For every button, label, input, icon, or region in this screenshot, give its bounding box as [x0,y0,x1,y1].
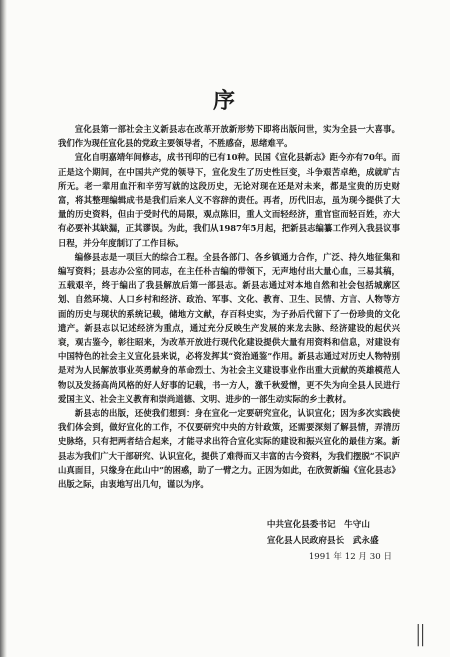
paragraph: 新县志的出版，还使我们想到：身在宣化一定要研究宣化，认识宣化；因为多次实践使我们体会到，做好宣化的工作，不仅要研究中央的方针政策，还需要深刻了解县情，弄清历史脉络，只有把两者结合起来，才能寻求出符合宣化实际的建设和振兴宣化的最佳方案。新县志为我们广大干部研究、认识宣化，提供了难得而又丰富的古今资料，为我们摆脱“不识庐山真面目，只缘身在此山中”的困惑，助了一臂之力。正因为如此，在欣贺新编《宣化县志》出版之际，由衷地写出几句，谨以为序。 [58,408,400,490]
page-title: 序 [212,88,237,114]
signature-party-secretary: 中共宣化县委书记 牛守山 [266,520,370,530]
paragraph: 宣化县第一部社会主义新县志在改革开放新形势下即将出版问世，实为全县一大喜事。我们作为现任宣化县的党政主要领导者，不胜感奋，思绪难平。 [58,124,400,149]
signature-county-head: 宣化县人民政府县长 武永盛 [266,536,379,546]
signature-date: 1991 年 12 月 30 日 [308,552,392,562]
preface-body [58,122,400,491]
handwritten-mark: || [415,622,425,647]
signature-block [267,517,392,565]
paragraph: 编修县志是一项巨大的综合工程。全县各部门、各乡镇通力合作，广泛、持久地征集和编写资料；县志办公室的同志，在主任朴吉编的带领下，无声地付出大量心血，三易其稿，五载艰辛，终于编出了我县解放后第一部县志。新县志通过对本地自然和社会包括城廓区划、自然环境、人口乡村和经济、政治、军事、文化、教育、卫生、民情、方言、人物等方面的历史与现状的系统记载，储地方文献，存百科史实，为子孙后代留下了一份珍贵的文化遗产。新县志以记述经济为重点，通过充分反映生产发展的来龙去脉、经济建设的起伏兴衰，观古鉴今，彰往昭来，为改革开放进行现代化建设提供大量有用资料和信息，对建设有中国特色的社会主义宣化县来说，必将发挥其“资治通鉴”作用。新县志通过对历史人物特别是对为人民解放事业英勇献身的革命烈士、为社会主义建设事业作出重大贡献的英雄模范人物以及发扬高尚风格的好人好事的记载，书一方人，激千秋爱憎，更不失为向全县人民进行爱国主义、社会主义教育和崇尚道德、文明、进步的一部生动实际的乡土教材。 [58,251,400,404]
paragraph: 宣化自明嘉靖年间修志，成书刊印的已有10种。民国《宣化县新志》距今亦有70年。而正是这个期间，在中国共产党的领导下，宣化发生了历史性巨变，斗争艰苦卓绝，成就旷古所无。老一辈用血汗和辛劳写就的这段历史，无论对现在还是对未来，都是宝贵的历史财富，将其整理编辑成书是我们后来人义不容辞的责任。再者，历代旧志，虽为现今提供了大量的历史资料，但由于受时代的局限，观点陈旧，重人文而轻经济，重官宦而轻百姓，亦大有必要补其缺漏，正其谬误。为此，我们从1987年5月起，把新县志编纂工作列入我县议事日程，并分年度制订了工作目标。 [58,152,400,248]
